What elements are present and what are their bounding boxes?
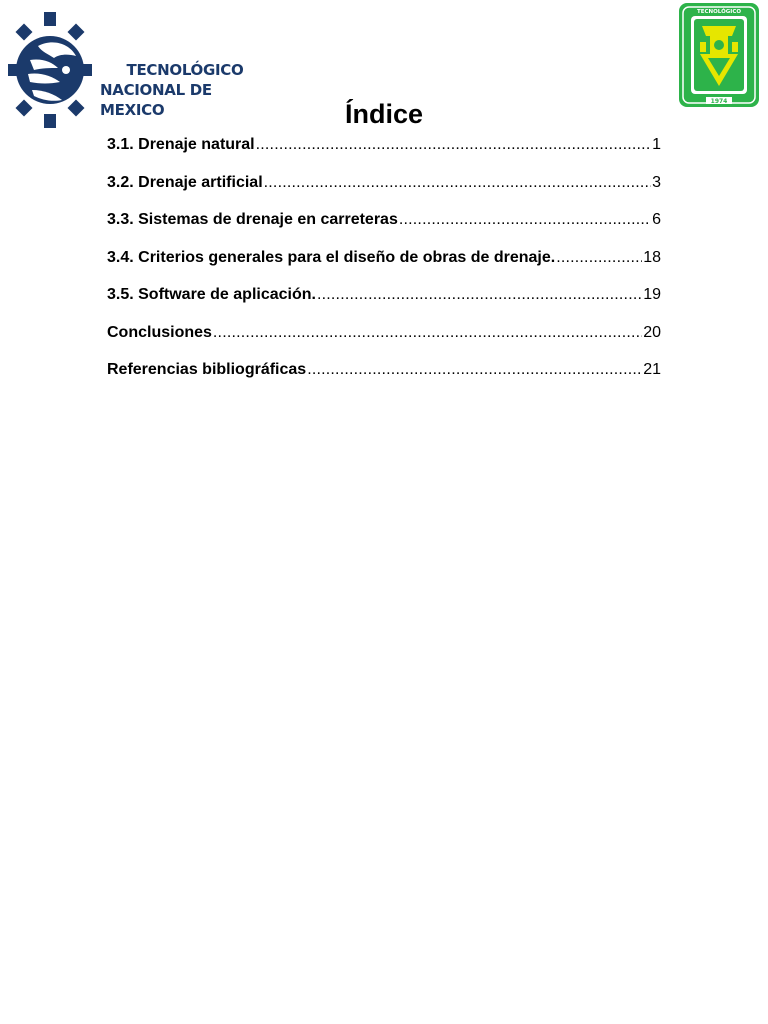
- toc-entry[interactable]: [107, 360, 661, 398]
- table-of-contents: [107, 135, 661, 398]
- toc-page-number: 6: [652, 211, 661, 228]
- toc-label: Conclusiones: [107, 323, 212, 341]
- toc-leader: [213, 323, 642, 343]
- toc-leader: [307, 360, 642, 380]
- toc-page-number: 19: [643, 286, 661, 303]
- toc-leader: [317, 285, 642, 305]
- toc-page-number: 20: [643, 323, 661, 341]
- toc-page-number: 1: [652, 136, 661, 153]
- toc-label: 3.4. Criterios generales para el diseño de obras de drenaje.: [107, 248, 556, 266]
- tecnm-line1: TECNOLÓGICO: [126, 61, 244, 79]
- toc-leader: [256, 135, 651, 155]
- toc-entry[interactable]: [107, 285, 661, 323]
- toc-label: 3.2. Drenaje artificial: [107, 173, 263, 191]
- toc-label: Referencias bibliográficas: [107, 361, 307, 378]
- svg-text:1974: 1974: [710, 98, 728, 105]
- toc-label: 3.1. Drenaje natural: [107, 136, 255, 153]
- svg-text:TECNOLÓGICO: TECNOLÓGICO: [696, 9, 742, 15]
- tecnm-line2: NACIONAL DE MEXICO: [100, 81, 212, 119]
- itvh-seal-icon: [678, 2, 760, 108]
- toc-page-number: 21: [643, 361, 661, 378]
- toc-leader: [399, 210, 651, 230]
- page-title: Índice: [344, 99, 424, 129]
- toc-page-number: 3: [652, 173, 661, 191]
- itvh-seal: [678, 2, 760, 108]
- toc-entry[interactable]: [107, 135, 661, 173]
- toc-entry[interactable]: [107, 248, 661, 286]
- toc-entry[interactable]: [107, 173, 661, 211]
- toc-label: 3.5. Software de aplicación.: [107, 286, 316, 303]
- toc-label: 3.3. Sistemas de drenaje en carreteras: [107, 211, 398, 228]
- toc-page-number: 18: [643, 248, 661, 266]
- toc-entry[interactable]: [107, 210, 661, 248]
- toc-entry[interactable]: [107, 323, 661, 361]
- toc-leader: [264, 173, 651, 193]
- toc-leader: [556, 248, 642, 268]
